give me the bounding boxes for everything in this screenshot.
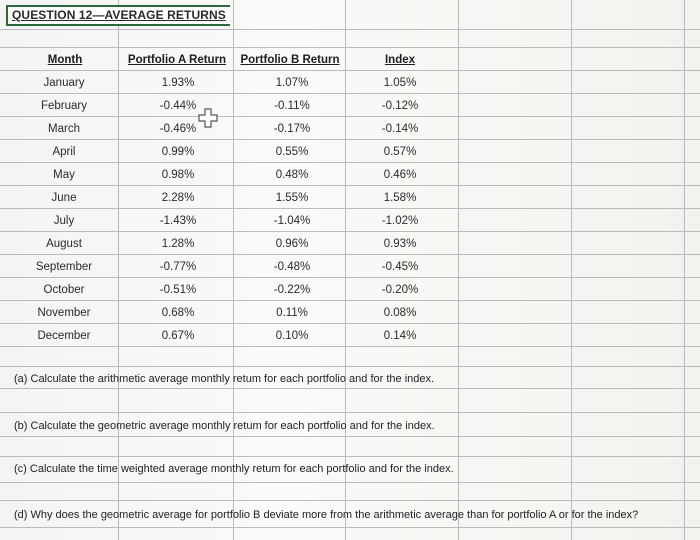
portfolio-b-cell: 0.10%: [275, 330, 309, 342]
grid-line: [0, 277, 700, 278]
crosshair-plus-icon: [197, 107, 219, 129]
portfolio-b-cell: 0.55%: [275, 146, 309, 158]
question-d: (d) Why does the geometric average for portfolio B deviate more from the arithmetic average than for portfolio A or for the index?: [14, 509, 639, 521]
grid-line: [0, 527, 700, 528]
index-cell: 0.46%: [383, 169, 417, 181]
index-cell: -1.02%: [381, 215, 419, 227]
header-index: Index: [384, 54, 416, 66]
portfolio-b-cell: 0.11%: [276, 307, 308, 319]
portfolio-b-cell: 1.07%: [275, 77, 309, 89]
grid-line: [0, 412, 700, 413]
grid-line: [684, 0, 685, 540]
grid-line: [0, 456, 700, 457]
portfolio-a-cell: -1.43%: [159, 215, 197, 227]
index-cell: 0.57%: [383, 146, 417, 158]
portfolio-a-cell: 1.93%: [161, 77, 195, 89]
index-cell: 0.93%: [383, 238, 417, 250]
grid-line: [0, 208, 700, 209]
portfolio-a-cell: 2.28%: [161, 192, 195, 204]
month-cell: April: [52, 146, 76, 158]
grid-line: [0, 482, 700, 483]
portfolio-b-cell: -0.48%: [273, 261, 311, 273]
portfolio-b-cell: -1.04%: [273, 215, 311, 227]
month-cell: January: [43, 77, 85, 89]
portfolio-a-cell: -0.77%: [159, 261, 197, 273]
month-cell: October: [43, 284, 85, 296]
portfolio-b-cell: 0.96%: [275, 238, 309, 250]
grid-line: [345, 0, 346, 540]
question-a: (a) Calculate the arithmetic average monthly retum for each portfolio and for the index.: [14, 373, 435, 385]
portfolio-a-cell: 0.99%: [161, 146, 195, 158]
month-cell: September: [35, 261, 93, 273]
index-cell: -0.20%: [381, 284, 419, 296]
grid-line: [0, 29, 700, 30]
portfolio-a-cell: 0.67%: [161, 330, 195, 342]
header-portfolio-b: Portfolio B Return: [240, 54, 340, 66]
portfolio-b-cell: -0.11%: [274, 100, 310, 112]
grid-line: [0, 254, 700, 255]
grid-line: [0, 346, 700, 347]
month-cell: July: [53, 215, 75, 227]
grid-line: [0, 139, 700, 140]
grid-line: [0, 500, 700, 501]
month-cell: February: [40, 100, 88, 112]
portfolio-a-cell: 0.68%: [161, 307, 195, 319]
grid-line: [0, 93, 700, 94]
month-cell: November: [37, 307, 91, 319]
grid-line: [0, 162, 700, 163]
portfolio-b-cell: 1.55%: [275, 192, 309, 204]
grid-line: [0, 388, 700, 389]
index-cell: -0.12%: [381, 100, 419, 112]
grid-line: [0, 231, 700, 232]
index-cell: 1.58%: [383, 192, 417, 204]
month-cell: June: [51, 192, 77, 204]
index-cell: 0.08%: [383, 307, 417, 319]
portfolio-a-cell: 1.28%: [161, 238, 195, 250]
grid-line: [233, 0, 234, 540]
grid-line: [0, 70, 700, 71]
grid-line: [0, 366, 700, 367]
grid-line: [118, 0, 119, 540]
header-month: Month: [47, 54, 83, 66]
index-cell: -0.45%: [381, 261, 419, 273]
sheet-title: QUESTION 12—AVERAGE RETURNS: [6, 5, 230, 26]
index-cell: 0.14%: [383, 330, 417, 342]
grid-line: [0, 436, 700, 437]
portfolio-b-cell: 0.48%: [275, 169, 309, 181]
header-portfolio-a: Portfolio A Return: [127, 54, 227, 66]
grid-line: [458, 0, 459, 540]
index-cell: -0.14%: [381, 123, 419, 135]
month-cell: March: [48, 123, 80, 135]
portfolio-b-cell: -0.22%: [273, 284, 311, 296]
question-c: (c) Calculate the time weighted average monthly retum for each portfolio and for the index.: [14, 463, 454, 475]
portfolio-b-cell: -0.17%: [273, 123, 311, 135]
portfolio-a-cell: -0.44%: [159, 100, 197, 112]
question-b: (b) Calculate the geometric average monthly retum for each portfolio and for the index.: [14, 420, 435, 432]
grid-line: [0, 323, 700, 324]
portfolio-a-cell: -0.51%: [159, 284, 197, 296]
month-cell: May: [53, 169, 75, 181]
grid-line: [571, 0, 572, 540]
grid-line: [0, 185, 700, 186]
month-cell: August: [46, 238, 82, 250]
grid-line: [0, 47, 700, 48]
portfolio-a-cell: -0.46%: [159, 123, 197, 135]
index-cell: 1.05%: [383, 77, 417, 89]
grid-line: [0, 116, 700, 117]
grid-line: [0, 300, 700, 301]
month-cell: December: [37, 330, 91, 342]
portfolio-a-cell: 0.98%: [161, 169, 195, 181]
